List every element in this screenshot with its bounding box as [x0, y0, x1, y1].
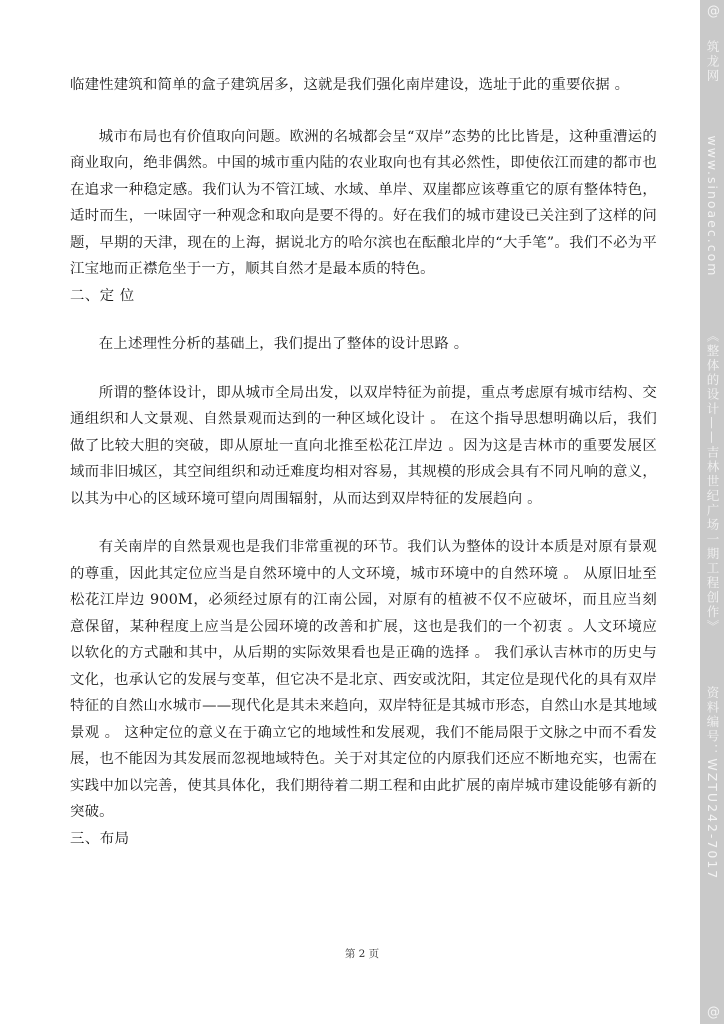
watermark-doc-code: 资料编号：WZTU242-7017: [705, 685, 720, 881]
at-symbol: @: [707, 1005, 720, 1020]
paragraph: 所谓的整体设计，即从城市全局出发，以双岸特征为前提，重点考虑原有城市结构、交通组织和人文景观、自然景观而达到的一种区域化设计 。 在这个指导思想明确以后，我们做了比较大胆的突破，即从原址一直向北推至松花江岸边 。因为这是吉林市的重要发展区域而非旧城区，其空间组织和动迁难度均相对容易，其规模的形成会具有不同凡响的意义，以其为中心的区域环境可望向周围辐射，从而达到双岸特征的发展趋向 。: [70, 384, 657, 507]
paragraph: 在上述理性分析的基础上，我们提出了整体的设计思路 。: [98, 336, 469, 352]
watermark-site: 筑龙网: [705, 40, 720, 84]
watermark-strip: [700, 0, 724, 1024]
section-heading: 二、定 位: [70, 287, 135, 304]
document-body: [70, 72, 657, 852]
watermark-text: [703, 40, 721, 880]
at-symbol: @: [707, 4, 720, 19]
watermark-doc-title: 《整体的设计——吉林世纪广场一期工程创作》: [705, 329, 720, 634]
watermark-url: www.sinoaec.com: [705, 135, 720, 278]
section-heading: 三、布局: [70, 830, 130, 847]
paragraph: 临建性建筑和简单的盒子建筑居多，这就是我们强化南岸建设，选址于此的重要依据 。: [70, 77, 630, 93]
paragraph: 城市布局也有价值取向问题。欧洲的名城都会呈“双岸”态势的比比皆是，这种重漕运的商业取向，绝非偶然。中国的城市重内陆的农业取向也有其必然性，即使依江而建的都市也在追求一种稳定感。我们认为不管江域、水域、单岸、双崖都应该尊重它的原有整体特色，适时而生，一味固守一种观念和取向是要不得的。好在我们的城市建设已关注到了这样的问题，早期的天津，现在的上海，据说北方的哈尔滨也在酝酿北岸的“大手笔”。我们不必为平江宝地而正襟危坐于一方，顺其自然才是最本质的特色。: [70, 128, 657, 277]
paragraph: 有关南岸的自然景观也是我们非常重视的环节。我们认为整体的设计本质是对原有景观的尊重，因此其定位应当是自然环境中的人文环境，城市环境中的自然环境 。 从原旧址至松花江岸边 900M，必须经过原有的江南公园，对原有的植被不仅不应破坏，而且应当刻意保留，某种程度上应当是公园环境的改善和扩展，这也是我们的一个初衷 。人文环境应以软化的方式融和其中，从后期的实际效果看也是正确的选择 。 我们承认吉林市的历史与文化，也承认它的发展与变革，但它决不是北京、西安或沈阳，其定位是现代化的具有双岸特征的自然山水城市——现代化是其未来趋向，双岸特征是其城市形态，自然山水是其地域景观 。 这种定位的意义在于确立它的地域性和发展观，我们不能局限于文脉之中而不看发展，也不能因为其发展而忽视地域特色。关于对其定位的内原我们还应不断地充实，也需在实践中加以完善，使其具体化，我们期待着二期工程和由此扩展的南岸城市建设能够有新的突破。: [70, 539, 657, 820]
page-number: 第 2 页: [344, 948, 380, 960]
